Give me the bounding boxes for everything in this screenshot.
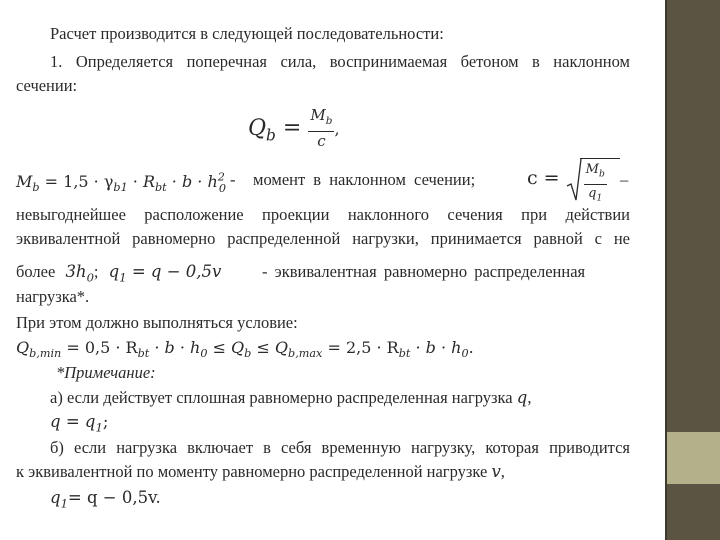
note-b-final: $q_1= q - 0,5v$. [50, 488, 161, 511]
sqrt-sign [566, 158, 582, 202]
sqrt-fraction [584, 161, 607, 207]
para-more: более [16, 262, 56, 281]
note-a-q: q [516, 388, 528, 407]
para-line1: невыгоднейшее расположение проекции наклонного сечения при действии [16, 205, 630, 224]
condition-label: При этом должно выполняться условие: [16, 313, 298, 332]
note-title: *Примечание: [56, 363, 156, 382]
note-b-line1: б) если нагрузка включает в себя временную нагрузку, которая приводится [50, 438, 630, 457]
note-a-line: а) если действует сплошная равномерно распределенная нагрузка q, [50, 388, 532, 407]
para-3h0: $3h_0$ [65, 262, 94, 285]
sqrt-bar [580, 158, 620, 159]
mb-formula: $M_b = 1,5 \cdot \gamma_{b1} \cdot R_{bt} \cdot b \cdot h^2_0$ [16, 171, 227, 195]
para-line2: эквивалентной равномерно распределенной нагрузки, принимается равной с не [16, 229, 630, 248]
qb-fraction [308, 106, 334, 151]
para-semicolon: ; [93, 262, 99, 281]
step1-line1: 1. Определяется поперечная сила, воспринимаемая бетоном в наклонном [50, 52, 630, 71]
note-b-line2: к эквивалентной по моменту равномерно распределенной нагрузке v, [16, 462, 505, 481]
sqrt-denominator: $q_1$ [588, 185, 603, 204]
para-line4: нагрузка*. [16, 287, 90, 306]
formula-qb [248, 106, 340, 155]
condition-formula: $Q_{b,min} = 0,5 \cdot R_{bt} \cdot b \cdot h_0 \le Q_b \le Q_{b,max} = 2,5 \cdot R_{bt} \cdot b \cdot h_0$. [16, 338, 474, 361]
note-a-equation: $q = q_1$; [50, 412, 109, 435]
qb-denominator: c [317, 132, 326, 150]
qb-comma: , [334, 119, 340, 139]
formula-mb-line [16, 168, 226, 199]
c-end-dash: – [620, 170, 629, 189]
para-line3-tail: - эквивалентная равномерно распределенная [262, 262, 586, 281]
sqrt-expression [566, 158, 620, 204]
intro-text: Расчет производится в следующей последовательности: [50, 24, 444, 43]
sidebar-accent-block [667, 432, 720, 484]
qb-numerator: $M_b$ [308, 106, 334, 132]
mb-dash: - [230, 170, 236, 189]
qb-symbol: $Q_b$ [248, 115, 276, 144]
note-b-v: v [491, 462, 501, 481]
step1-line2: сечении: [16, 76, 78, 95]
c-equals: c = [527, 167, 560, 189]
mb-description: момент в наклонном сечении; [253, 170, 476, 189]
qb-equals: = [282, 115, 302, 141]
para-line3 [16, 262, 221, 287]
c-formula [527, 158, 620, 204]
sqrt-numerator: $M_b$ [584, 161, 607, 185]
para-q1-formula: $q_1 = q - 0,5v$ [108, 262, 222, 285]
